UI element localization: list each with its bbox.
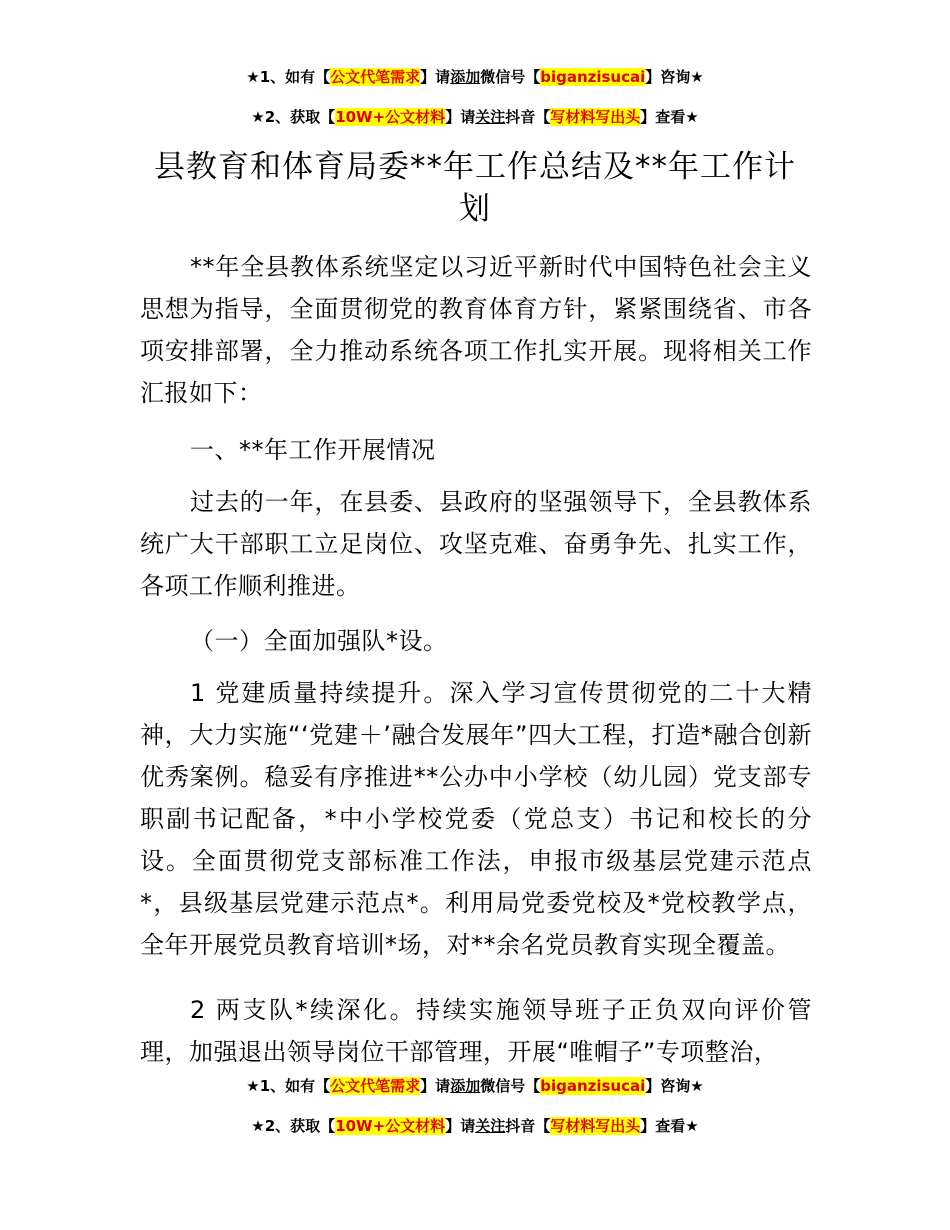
promo-text: 】查看★ — [640, 108, 699, 126]
promo-text: 】请 — [445, 108, 476, 126]
promo-text: 抖音【 — [505, 108, 551, 126]
promo-highlight: 10W+公文材料 — [335, 108, 446, 126]
promo-underline: 添加 — [450, 1077, 481, 1095]
promo-underline: 关注 — [475, 1117, 506, 1135]
promo-underline: 关注 — [475, 108, 506, 126]
promo-text: 微信号【 — [480, 1077, 541, 1095]
promo-douyin-id: 写材料写出头 — [550, 1117, 641, 1135]
promo-line-2-bottom — [0, 1116, 950, 1136]
promo-line-1-top — [0, 67, 950, 87]
promo-underline: 添加 — [450, 68, 481, 86]
promo-text: 】请 — [420, 68, 451, 86]
promo-line-2-top — [0, 107, 950, 127]
promo-line-1-bottom — [0, 1076, 950, 1096]
paragraph-two-teams: 2 两支队*续深化。持续实施领导班子正负双向评价管理，加强退出领导岗位干部管理，开展“唯帽子”专项整治， — [140, 996, 812, 1066]
subsection-heading-1: （一）全面加强队*设。 — [190, 627, 448, 655]
promo-wechat-id: biganzisucai — [540, 1077, 646, 1095]
promo-text: 】请 — [420, 1077, 451, 1095]
section-heading-1: 一、**年工作开展情况 — [190, 436, 436, 464]
promo-text: 】咨询★ — [645, 1077, 704, 1095]
paragraph-intro: **年全县教体系统坚定以习近平新时代中国特色社会主义思想为指导，全面贯彻党的教育体育方针，紧紧围绕省、市各项安排部署，全力推动系统各项工作扎实开展。现将相关工作汇报如下： — [140, 253, 812, 407]
promo-text: ★2、获取【 — [251, 1117, 336, 1135]
promo-text: ★1、如有【 — [246, 1077, 331, 1095]
promo-text: 】查看★ — [640, 1117, 699, 1135]
promo-text: ★1、如有【 — [246, 68, 331, 86]
promo-text: ★2、获取【 — [251, 108, 336, 126]
paragraph-overview: 过去的一年，在县委、县政府的坚强领导下，全县教体系统广大干部职工立足岗位、攻坚克难、奋勇争先、扎实工作，各项工作顺利推进。 — [140, 488, 812, 600]
promo-text: 微信号【 — [480, 68, 541, 86]
document-title: 县教育和体育局委**年工作总结及**年工作计划 — [154, 149, 796, 227]
promo-text: 】咨询★ — [645, 68, 704, 86]
promo-text: 抖音【 — [505, 1117, 551, 1135]
promo-highlight: 公文代笔需求 — [330, 68, 421, 86]
promo-douyin-id: 写材料写出头 — [550, 108, 641, 126]
promo-text: 】请 — [445, 1117, 476, 1135]
promo-wechat-id: biganzisucai — [540, 68, 646, 86]
promo-highlight: 10W+公文材料 — [335, 1117, 446, 1135]
promo-highlight: 公文代笔需求 — [330, 1077, 421, 1095]
paragraph-party-building: 1 党建质量持续提升。深入学习宣传贯彻党的二十大精神，大力实施“‘党建＋’融合发展年”四大工程，打造*融合创新优秀案例。稳妥有序推进**公办中小学校（幼儿园）党支部专职副书记配备，*中小学校党委（党总支）书记和校长的分设。全面贯彻党支部标准工作法，申报市级基层党建示范点*，县级基层党建示范点*。利用局党委党校及*党校教学点，全年开展党员教育培训*场，对**余名党员教育实现全覆盖。 — [140, 679, 812, 959]
